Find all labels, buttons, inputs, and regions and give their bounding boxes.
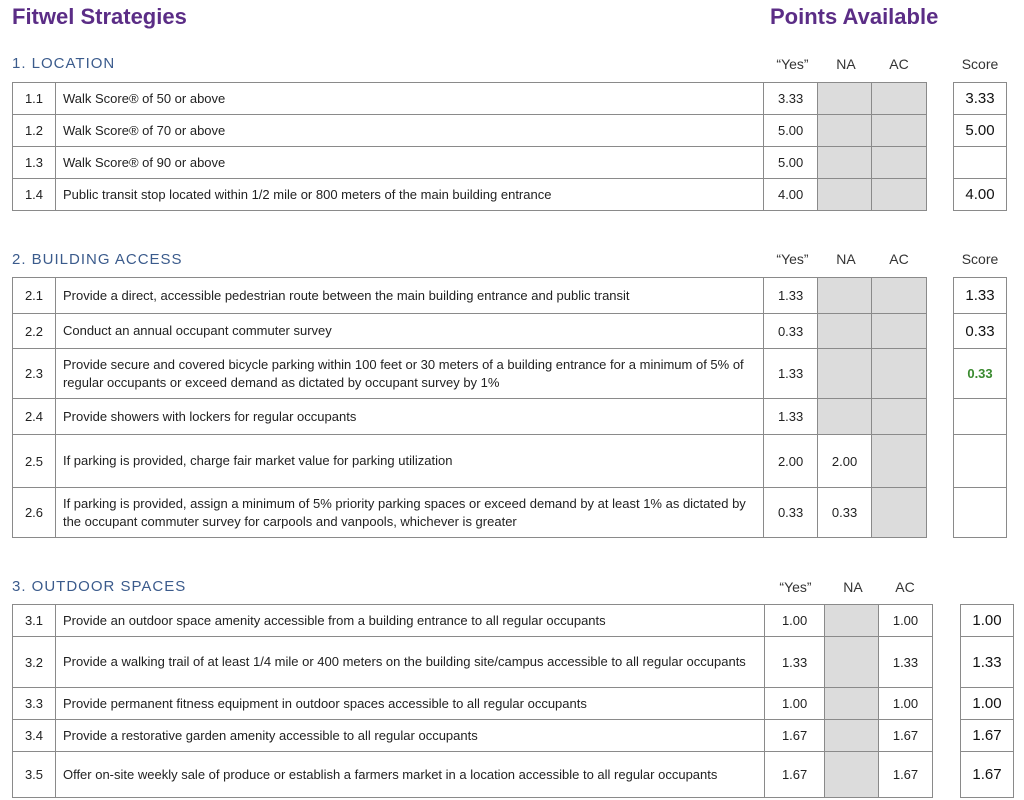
na-value[interactable]: 2.00	[818, 435, 872, 488]
row-description: Offer on-site weekly sale of produce or establish a farmers market in a location accessible to all regular occupants	[55, 752, 764, 798]
score-value[interactable]: 5.00	[954, 115, 1007, 147]
row-number: 3.5	[13, 752, 56, 798]
row-description: Provide secure and covered bicycle parking within 100 feet or 30 meters of a building entrance for a minimum of 5% of regular occupants or exceed demand as dictated by occupant survey by 1%	[55, 349, 763, 399]
ac-value[interactable]: 1.67	[879, 752, 933, 798]
table-row	[13, 688, 933, 720]
col-header-yes: “Yes”	[776, 251, 809, 267]
ac-value[interactable]	[872, 349, 927, 399]
table-row	[13, 435, 927, 488]
na-value[interactable]	[825, 752, 879, 798]
na-value[interactable]	[825, 720, 879, 752]
na-value[interactable]	[818, 399, 872, 435]
yes-value: 5.00	[764, 147, 818, 179]
score-value[interactable]: 1.67	[961, 720, 1014, 752]
row-number: 3.1	[13, 605, 56, 637]
row-number: 2.4	[13, 399, 56, 435]
section-title-location: 1. LOCATION	[12, 55, 116, 72]
table-row	[13, 115, 927, 147]
na-value[interactable]	[818, 349, 872, 399]
col-header-na: NA	[836, 56, 856, 72]
row-description: Walk Score® of 50 or above	[55, 83, 763, 115]
yes-value: 0.33	[764, 314, 818, 349]
score-column-building-access	[953, 277, 1007, 538]
ac-value[interactable]	[872, 179, 927, 211]
yes-value: 2.00	[764, 435, 818, 488]
yes-value: 1.00	[765, 605, 825, 637]
row-number: 2.2	[13, 314, 56, 349]
ac-value[interactable]	[872, 278, 927, 314]
na-value[interactable]	[818, 278, 872, 314]
score-value[interactable]	[954, 435, 1007, 488]
na-value[interactable]	[818, 83, 872, 115]
table-row	[13, 179, 927, 211]
col-header-score: Score	[961, 56, 999, 72]
table-row	[13, 147, 927, 179]
na-value[interactable]: 0.33	[818, 488, 872, 538]
strategy-table-building-access	[12, 277, 927, 538]
score-value[interactable]: 1.67	[961, 752, 1014, 798]
row-description: Walk Score® of 90 or above	[55, 147, 763, 179]
table-row	[13, 314, 927, 349]
row-description: Provide a direct, accessible pedestrian route between the main building entrance and public transit	[55, 278, 763, 314]
row-description: Provide a restorative garden amenity accessible to all regular occupants	[55, 720, 764, 752]
table-row	[13, 637, 933, 688]
score-value[interactable]	[954, 488, 1007, 538]
yes-value: 1.33	[764, 399, 818, 435]
row-number: 2.5	[13, 435, 56, 488]
table-row	[13, 752, 933, 798]
points-available-title: Points Available	[770, 4, 939, 29]
col-header-na: NA	[836, 251, 856, 267]
section-title-outdoor-spaces: 3. OUTDOOR SPACES	[12, 578, 187, 595]
score-value[interactable]: 1.33	[961, 637, 1014, 688]
ac-value[interactable]: 1.67	[879, 720, 933, 752]
score-value[interactable]	[954, 399, 1007, 435]
row-number: 2.3	[13, 349, 56, 399]
col-header-ac: AC	[889, 56, 909, 72]
row-number: 2.1	[13, 278, 56, 314]
yes-value: 0.33	[764, 488, 818, 538]
page-title: Fitwel Strategies	[12, 4, 187, 29]
score-column-outdoor-spaces	[960, 604, 1014, 798]
col-header-score: Score	[961, 251, 999, 267]
row-number: 2.6	[13, 488, 56, 538]
col-header-yes: “Yes”	[779, 579, 812, 595]
ac-value[interactable]	[872, 314, 927, 349]
col-header-yes: “Yes”	[776, 56, 809, 72]
score-column-location	[953, 82, 1007, 211]
row-number: 3.4	[13, 720, 56, 752]
row-number: 3.3	[13, 688, 56, 720]
score-value[interactable]: 1.33	[954, 278, 1007, 314]
row-description: Provide permanent fitness equipment in outdoor spaces accessible to all regular occupants	[55, 688, 764, 720]
score-value[interactable]: 1.00	[961, 605, 1014, 637]
ac-value[interactable]	[872, 115, 927, 147]
yes-value: 1.33	[764, 278, 818, 314]
row-number: 1.2	[13, 115, 56, 147]
yes-value: 1.33	[765, 637, 825, 688]
yes-value: 1.67	[765, 720, 825, 752]
na-value[interactable]	[825, 637, 879, 688]
col-header-na: NA	[843, 579, 863, 595]
row-number: 1.3	[13, 147, 56, 179]
row-description: If parking is provided, charge fair market value for parking utilization	[55, 435, 763, 488]
ac-value[interactable]: 1.00	[879, 688, 933, 720]
score-value[interactable]	[954, 147, 1007, 179]
section-title-building-access: 2. BUILDING ACCESS	[12, 251, 183, 268]
table-row	[13, 605, 933, 637]
col-header-ac: AC	[895, 579, 915, 595]
ac-value[interactable]	[872, 83, 927, 115]
yes-value: 3.33	[764, 83, 818, 115]
table-row	[13, 399, 927, 435]
row-number: 3.2	[13, 637, 56, 688]
table-row	[13, 278, 927, 314]
na-value[interactable]	[818, 115, 872, 147]
na-value[interactable]	[818, 179, 872, 211]
na-value[interactable]	[825, 605, 879, 637]
ac-value[interactable]: 1.33	[879, 637, 933, 688]
score-value[interactable]: 4.00	[954, 179, 1007, 211]
ac-value[interactable]	[872, 435, 927, 488]
table-row	[13, 488, 927, 538]
na-value[interactable]	[818, 147, 872, 179]
strategy-table-outdoor-spaces	[12, 604, 933, 798]
table-row	[13, 720, 933, 752]
score-value[interactable]: 0.33	[954, 314, 1007, 349]
yes-value: 1.33	[764, 349, 818, 399]
table-row	[13, 83, 927, 115]
yes-value: 1.67	[765, 752, 825, 798]
ac-value[interactable]	[872, 488, 927, 538]
row-number: 1.4	[13, 179, 56, 211]
na-value[interactable]	[825, 688, 879, 720]
ac-value[interactable]: 1.00	[879, 605, 933, 637]
score-value[interactable]: 3.33	[954, 83, 1007, 115]
row-description: Walk Score® of 70 or above	[55, 115, 763, 147]
yes-value: 1.00	[765, 688, 825, 720]
row-description: Provide a walking trail of at least 1/4 mile or 400 meters on the building site/campus accessible to all regular occupants	[55, 637, 764, 688]
ac-value[interactable]	[872, 399, 927, 435]
row-description: If parking is provided, assign a minimum of 5% priority parking spaces or exceed demand by at least 1% as dictated by the occupant commuter survey for carpools and vanpools, whichever is greater	[55, 488, 763, 538]
row-description: Public transit stop located within 1/2 mile or 800 meters of the main building entrance	[55, 179, 763, 211]
na-value[interactable]	[818, 314, 872, 349]
col-header-ac: AC	[889, 251, 909, 267]
strategy-table-location	[12, 82, 927, 211]
row-description: Provide an outdoor space amenity accessible from a building entrance to all regular occupants	[55, 605, 764, 637]
ac-value[interactable]	[872, 147, 927, 179]
score-value[interactable]: 1.00	[961, 688, 1014, 720]
yes-value: 5.00	[764, 115, 818, 147]
yes-value: 4.00	[764, 179, 818, 211]
score-value[interactable]: 0.33	[954, 349, 1007, 399]
table-row	[13, 349, 927, 399]
row-description: Provide showers with lockers for regular occupants	[55, 399, 763, 435]
row-description: Conduct an annual occupant commuter survey	[55, 314, 763, 349]
row-number: 1.1	[13, 83, 56, 115]
